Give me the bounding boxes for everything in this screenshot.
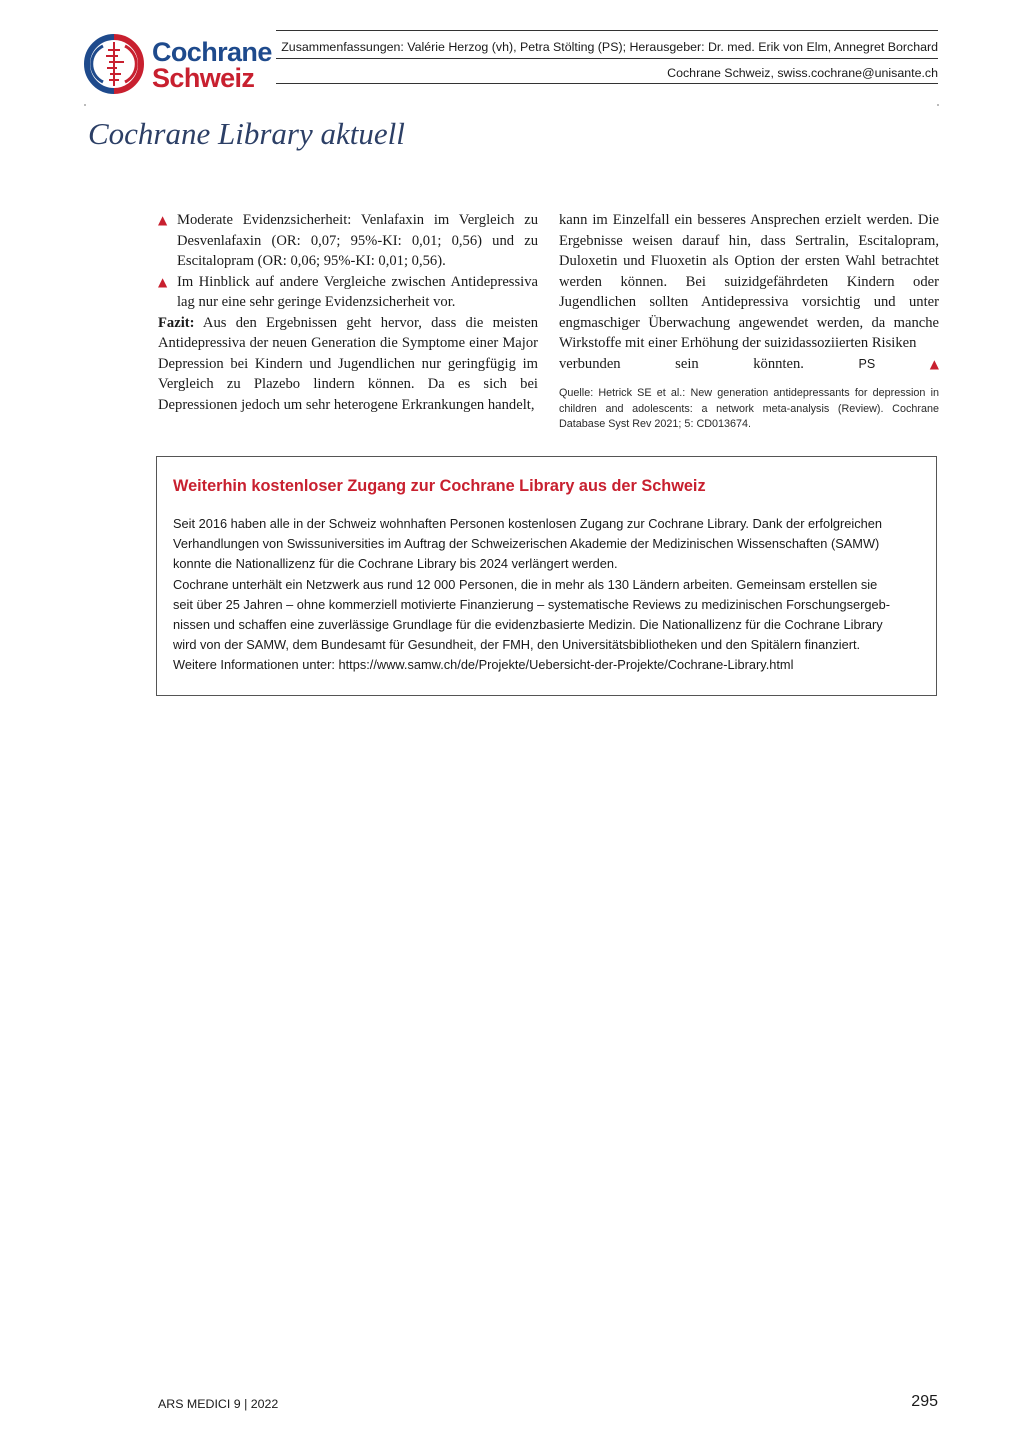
info-line: wird von der SAMW, dem Bundesamt für Gesundheit, der FMH, den Universitätsbibliotheken und den Spitälern finanziert. bbox=[173, 637, 861, 653]
red-triangle-icon: ▲ bbox=[929, 356, 939, 371]
conclusion-text-start: Aus den Ergebnissen geht hervor, dass die meisten Antidepressiva der neuen Generation die Symptome einer Major Depression bei Kindern und Jugendlichen nur geringfügig im Vergleich zu Plazebo lindern können. Da es sich bei Depressionen jedoch um sehr heterogene Erkrankungen handelt, bbox=[158, 314, 538, 413]
page-title: Cochrane Library aktuell bbox=[88, 116, 405, 151]
journal-issue: ARS MEDICI 9 | 2022 bbox=[158, 1397, 279, 1411]
red-triangle-icon: ▲ bbox=[158, 213, 168, 227]
cochrane-logo-icon bbox=[84, 34, 144, 94]
bullet-text: Moderate Evidenzsicherheit: Venlafaxin im Vergleich zu Desvenlafaxin (OR: 0,07; 95%-KI: 0,01; 0,56) und zu Escitalopram (OR: 0,06; 95%-KI: 0,01; 0,56). bbox=[177, 212, 538, 269]
info-box-body bbox=[173, 514, 923, 676]
info-line: konnte die Nationallizenz für die Cochrane Library bis 2024 verlängert werden. bbox=[173, 556, 618, 572]
article-column-left bbox=[158, 210, 538, 415]
article-column-right bbox=[559, 210, 939, 433]
conclusion-paragraph bbox=[158, 313, 538, 416]
header-rule-middle bbox=[276, 58, 938, 59]
logo-word-cochrane: Cochrane bbox=[152, 37, 272, 67]
header-rule-bottom bbox=[276, 83, 938, 84]
info-line: nissen und schaffen eine zuverlässige Grundlage für die evidenzbasierte Medizin. Die Nationallizenz für die Cochrane Library bbox=[173, 617, 883, 633]
source-citation: Quelle: Hetrick SE et al.: New generation antidepressants for depression in children and adolescents: a network meta-analysis (Review). Cochrane Database Syst Rev 2021; 5: CD013674. bbox=[559, 387, 939, 431]
info-box bbox=[156, 456, 937, 696]
header-rule-top bbox=[276, 30, 938, 31]
header-contact: Cochrane Schweiz, swiss.cochrane@unisante.ch bbox=[667, 66, 938, 80]
list-item bbox=[158, 210, 538, 272]
red-triangle-icon: ▲ bbox=[158, 274, 168, 289]
conclusion-final-words: verbunden sein könnten. bbox=[559, 355, 804, 372]
cochrane-logo bbox=[84, 34, 272, 96]
author-tag: PS bbox=[858, 356, 876, 371]
info-line: seit über 25 Jahren – ohne kommerziell motivierte Finanzierung – systematische Reviews zu medizinischen Forschungsergeb- bbox=[173, 596, 890, 612]
list-item bbox=[158, 272, 538, 313]
header-credits: Zusammenfassungen: Valérie Herzog (vh), Petra Stölting (PS); Herausgeber: Dr. med. Erik von Elm, Annegret Borchard bbox=[281, 40, 938, 54]
logo-word-schweiz: Schweiz bbox=[152, 63, 255, 93]
conclusion-text-continued: kann im Einzelfall ein besseres Ansprechen erzielt werden. Die Ergebnisse weisen darauf hin, dass Sertralin, Escitalopram, Duloxetin und Fluoxetin als Option der ersten Wahl betrachtet werden können. Bei suizidgefährdeten Kindern oder Jugendlichen sollten Antidepressiva vorsichtig und unter engmaschiger Überwachung angewendet werden, da manche Wirkstoffe mit einer Erhöhung der suizidassoziierten Risiken bbox=[559, 212, 939, 351]
info-line: Cochrane unterhält ein Netzwerk aus rund 12 000 Personen, die in mehr als 130 Ländern arbeiten. Gemeinsam erstellen sie bbox=[173, 576, 878, 592]
info-line: Weitere Informationen unter: https://www.samw.ch/de/Projekte/Uebersicht-der-Projekte/Cochrane-Library.html bbox=[173, 657, 794, 673]
crop-mark bbox=[84, 104, 86, 106]
conclusion-last-line bbox=[559, 354, 939, 375]
info-box-title: Weiterhin kostenloser Zugang zur Cochrane Library aus der Schweiz bbox=[173, 477, 706, 495]
page-number: 295 bbox=[911, 1393, 938, 1410]
info-line: Seit 2016 haben alle in der Schweiz wohnhaften Personen kostenlosen Zugang zur Cochrane Library. Dank der erfolgreichen bbox=[173, 516, 883, 531]
info-line: Verhandlungen von Swissuniversities im Auftrag der Schweizerischen Akademie der Medizinischen Wissenschaften (SAMW) bbox=[173, 536, 880, 552]
crop-mark bbox=[937, 104, 939, 106]
bullet-text: Im Hinblick auf andere Vergleiche zwischen Antidepressiva lag nur eine sehr geringe Evidenzsicherheit vor. bbox=[177, 273, 538, 310]
conclusion-label: Fazit: bbox=[158, 314, 195, 331]
